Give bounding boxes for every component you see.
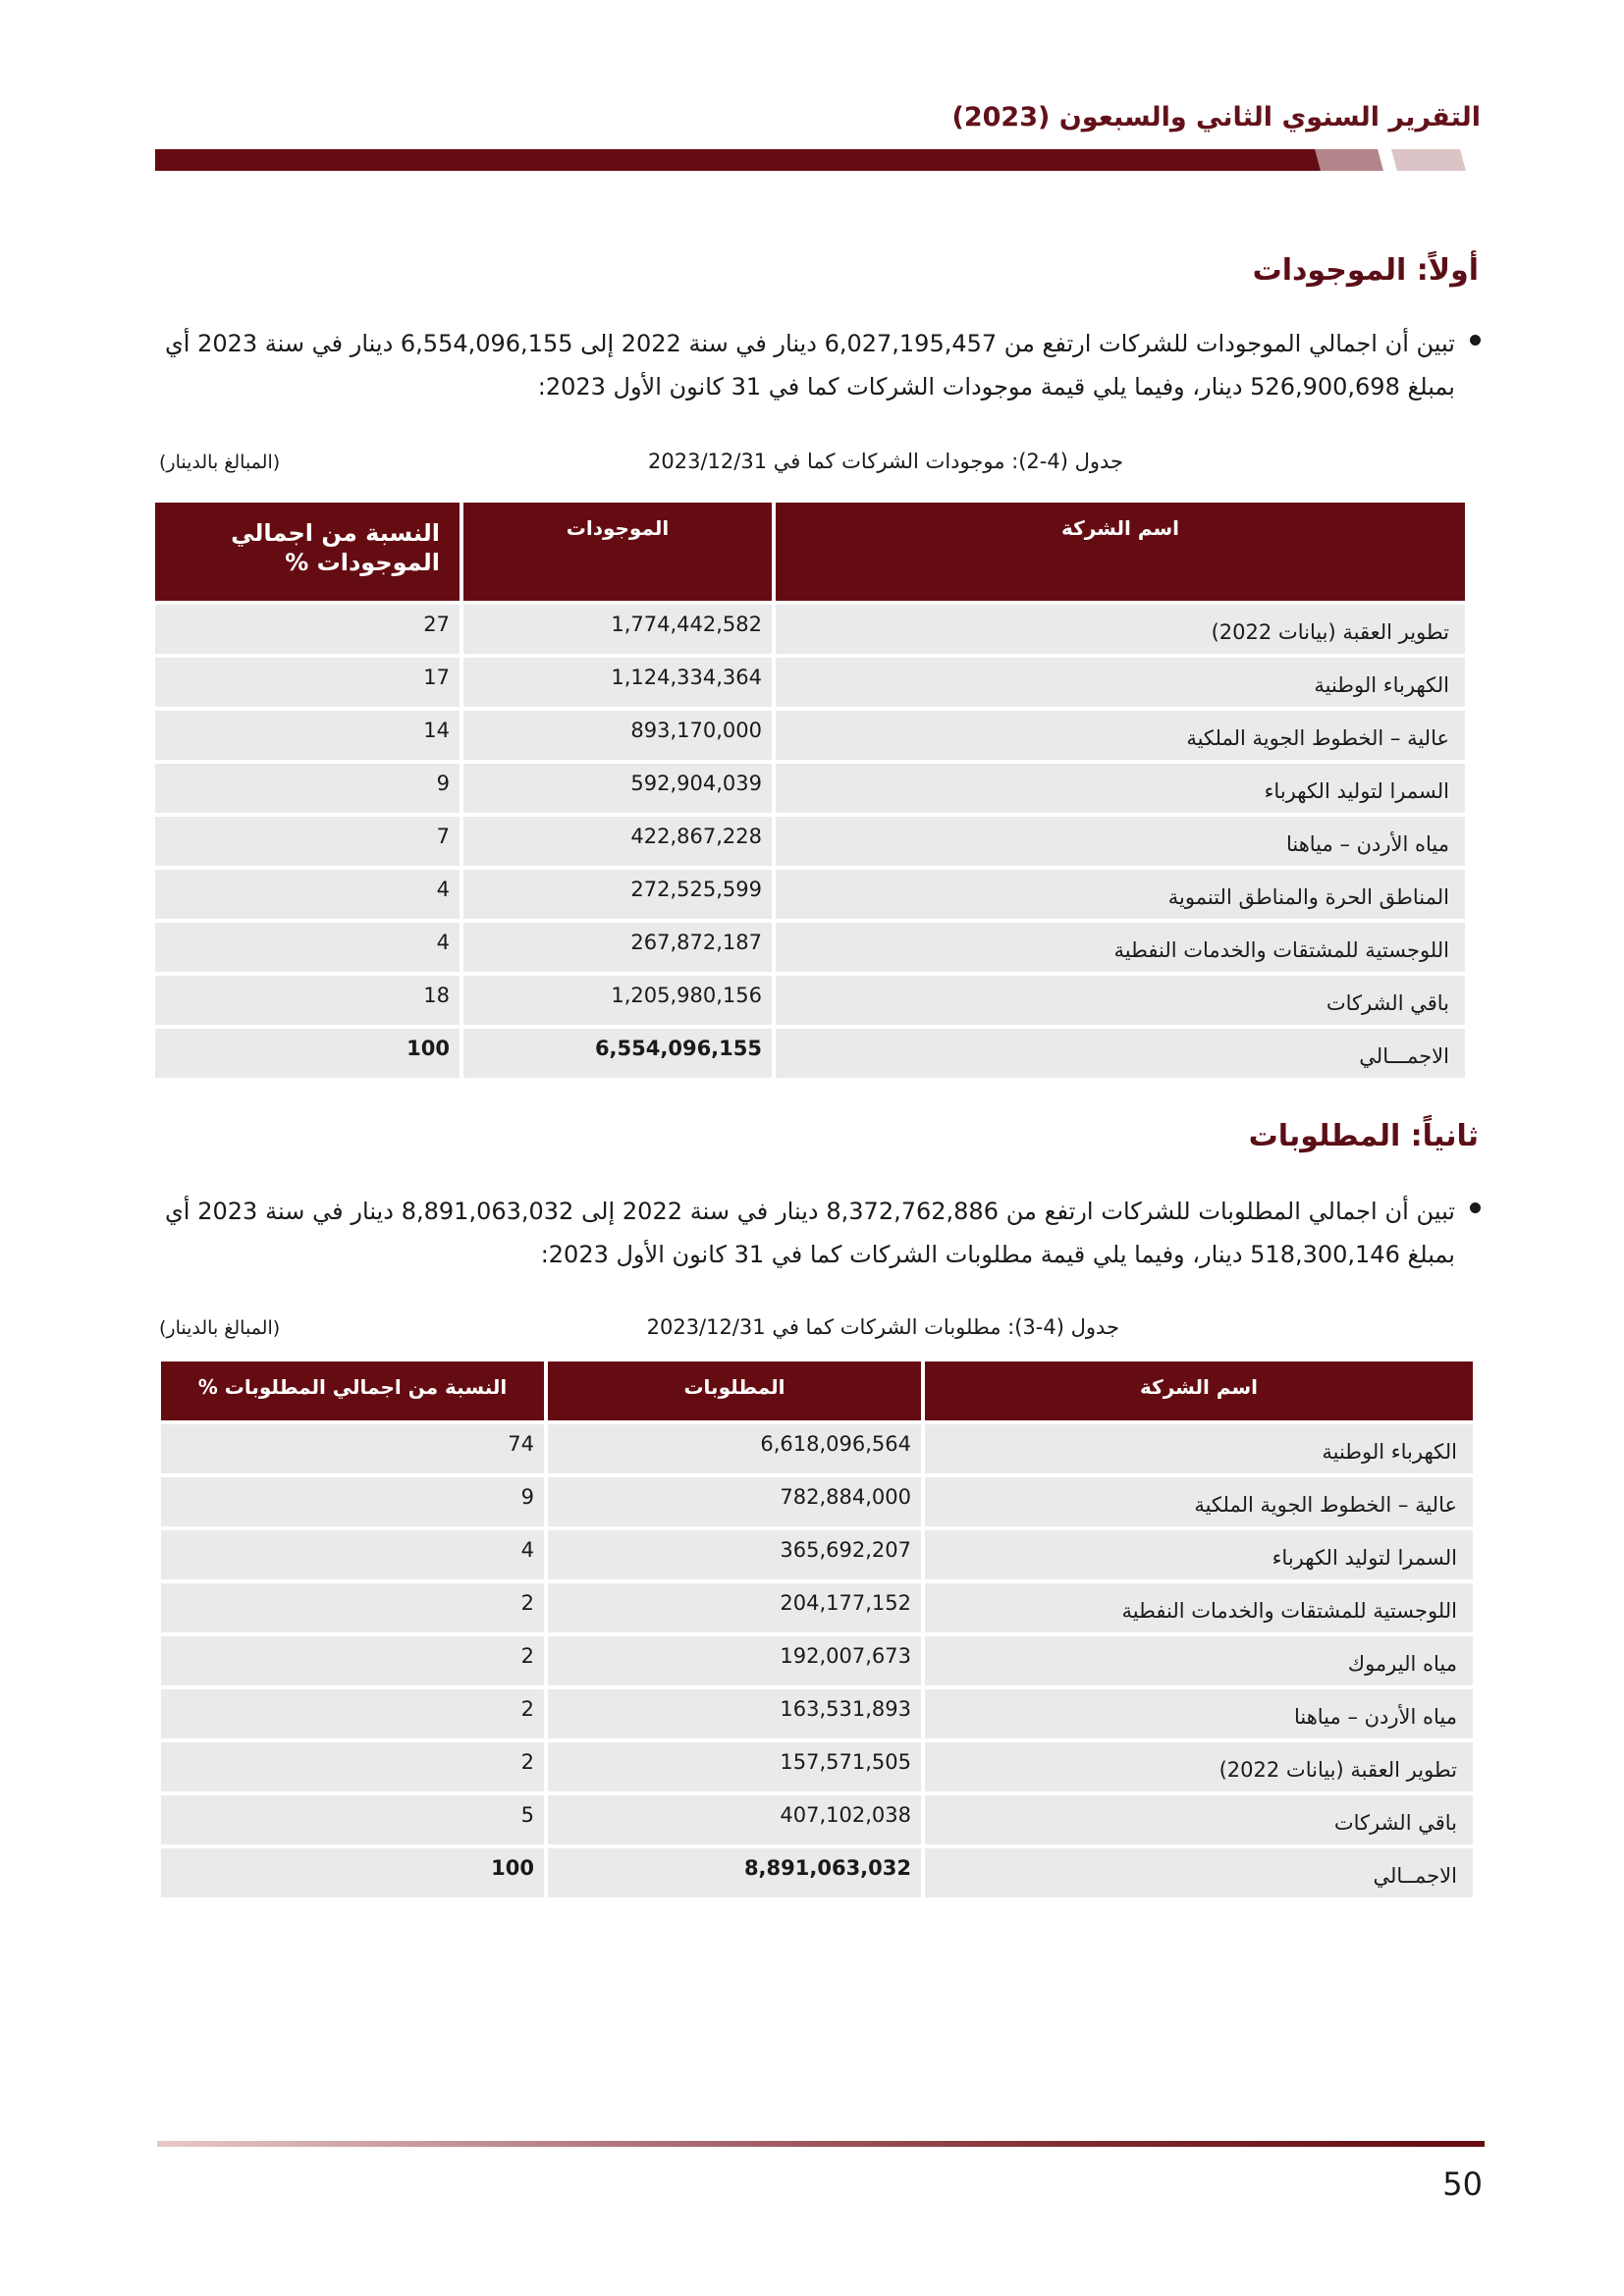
value-cell: 267,872,187 [463, 923, 772, 972]
table-row [155, 923, 1465, 972]
report-title-text: التقرير السنوي الثاني والسبعون [1058, 102, 1481, 133]
percent-cell: 17 [155, 658, 460, 707]
value-cell: 782,884,000 [548, 1477, 921, 1526]
column-header-percent: النسبة من اجمالي المطلوبات % [161, 1362, 544, 1420]
value-cell: 6,618,096,564 [548, 1424, 921, 1473]
company-cell: مياه الأردن – مياهنا [776, 817, 1465, 866]
column-header-liabilities: المطلوبات [548, 1362, 921, 1420]
assets-table [151, 499, 1469, 1082]
table-row [161, 1477, 1473, 1526]
report-year: (2023) [951, 102, 1051, 133]
percent-cell: 4 [155, 870, 460, 919]
assets-paragraph [165, 322, 1481, 408]
total-value-cell: 8,891,063,032 [548, 1848, 921, 1897]
table-row [155, 764, 1465, 813]
table-row [155, 976, 1465, 1025]
value-cell: 272,525,599 [463, 870, 772, 919]
table-header-row [161, 1362, 1473, 1420]
value-cell: 204,177,152 [548, 1583, 921, 1632]
percent-cell: 2 [161, 1742, 544, 1791]
column-header-percent: النسبة من اجمالي الموجودات % [155, 503, 460, 601]
percent-cell: 5 [161, 1795, 544, 1844]
value-cell: 365,692,207 [548, 1530, 921, 1579]
table-total-row [161, 1848, 1473, 1897]
percent-cell: 9 [161, 1477, 544, 1526]
assets-paragraph-text: تبين أن اجمالي الموجودات للشركات ارتفع من 6,027,195,457 دينار في سنة 2022 إلى 6,554,096,155 دينار في سنة 2023 أي بمبلغ 526,900,698 دينار، وفيما يلي قيمة موجودات الشركات كما في 31 كانون الأول 2023: [165, 330, 1455, 400]
company-cell: المناطق الحرة والمناطق التنموية [776, 870, 1465, 919]
percent-cell: 18 [155, 976, 460, 1025]
page-number: 50 [1442, 2165, 1483, 2203]
company-cell: عالية – الخطوط الجوية الملكية [776, 711, 1465, 760]
company-cell: الكهرباء الوطنية [776, 658, 1465, 707]
header-bar [155, 149, 1326, 171]
percent-cell: 7 [155, 817, 460, 866]
value-cell: 157,571,505 [548, 1742, 921, 1791]
company-cell: تطوير العقبة (بيانات 2022) [776, 605, 1465, 654]
total-label-cell: الاجمـــالي [776, 1029, 1465, 1078]
table-row [155, 870, 1465, 919]
section-heading-liabilities: ثانياً: المطلوبات [1248, 1119, 1479, 1153]
value-cell: 422,867,228 [463, 817, 772, 866]
value-cell: 592,904,039 [463, 764, 772, 813]
company-cell: مياه اليرموك [925, 1636, 1473, 1685]
bullet-icon [1470, 1202, 1481, 1213]
table-row [161, 1742, 1473, 1791]
percent-cell: 2 [161, 1583, 544, 1632]
company-cell: اللوجستية للمشتقات والخدمات النفطية [925, 1583, 1473, 1632]
percent-cell: 4 [155, 923, 460, 972]
table-row [155, 605, 1465, 654]
percent-cell: 9 [155, 764, 460, 813]
percent-cell: 27 [155, 605, 460, 654]
table-row [155, 817, 1465, 866]
company-cell: السمرا لتوليد الكهرباء [776, 764, 1465, 813]
table-row [161, 1530, 1473, 1579]
company-cell: تطوير العقبة (بيانات 2022) [925, 1742, 1473, 1791]
percent-cell: 4 [161, 1530, 544, 1579]
value-cell: 1,774,442,582 [463, 605, 772, 654]
report-title [952, 102, 1481, 133]
column-header-company: اسم الشركة [776, 503, 1465, 601]
value-cell: 1,124,334,364 [463, 658, 772, 707]
table-row [161, 1636, 1473, 1685]
percent-cell: 74 [161, 1424, 544, 1473]
total-percent-cell: 100 [161, 1848, 544, 1897]
table-row [155, 711, 1465, 760]
footer-divider [157, 2141, 1485, 2147]
company-cell: عالية – الخطوط الجوية الملكية [925, 1477, 1473, 1526]
company-cell: باقي الشركات [925, 1795, 1473, 1844]
percent-cell: 14 [155, 711, 460, 760]
table-row [161, 1689, 1473, 1738]
value-cell: 192,007,673 [548, 1636, 921, 1685]
percent-cell: 2 [161, 1689, 544, 1738]
table-total-row [155, 1029, 1465, 1078]
header-bar-segment-light [1391, 149, 1466, 171]
company-cell: الكهرباء الوطنية [925, 1424, 1473, 1473]
company-cell: مياه الأردن – مياهنا [925, 1689, 1473, 1738]
column-header-company: اسم الشركة [925, 1362, 1473, 1420]
percent-cell: 2 [161, 1636, 544, 1685]
assets-table-caption: جدول (4-2): موجودات الشركات كما في 2023/12/31 [648, 450, 1123, 473]
total-percent-cell: 100 [155, 1029, 460, 1078]
column-header-assets: الموجودات [463, 503, 772, 601]
liabilities-units-note: (المبالغ بالدينار) [159, 1317, 281, 1339]
value-cell: 407,102,038 [548, 1795, 921, 1844]
liabilities-table [157, 1358, 1477, 1901]
liabilities-paragraph-text: تبين أن اجمالي المطلوبات للشركات ارتفع من 8,372,762,886 دينار في سنة 2022 إلى 8,891,063,032 دينار في سنة 2023 أي بمبلغ 518,300,146 دينار، وفيما يلي قيمة مطلوبات الشركات كما في 31 كانون الأول 2023: [165, 1198, 1455, 1268]
liabilities-paragraph [165, 1190, 1481, 1276]
company-cell: السمرا لتوليد الكهرباء [925, 1530, 1473, 1579]
table-row [161, 1424, 1473, 1473]
table-header-row [155, 503, 1465, 601]
company-cell: باقي الشركات [776, 976, 1465, 1025]
liabilities-table-caption: جدول (4-3): مطلوبات الشركات كما في 2023/12/31 [646, 1315, 1119, 1339]
value-cell: 1,205,980,156 [463, 976, 772, 1025]
header-bar-segment-mid [1315, 149, 1383, 171]
assets-units-note: (المبالغ بالدينار) [159, 452, 281, 473]
value-cell: 893,170,000 [463, 711, 772, 760]
value-cell: 163,531,893 [548, 1689, 921, 1738]
section-heading-assets: أولاً: الموجودات [1252, 253, 1479, 288]
table-row [161, 1795, 1473, 1844]
table-row [161, 1583, 1473, 1632]
total-value-cell: 6,554,096,155 [463, 1029, 772, 1078]
total-label-cell: الاجمــالي [925, 1848, 1473, 1897]
company-cell: اللوجستية للمشتقات والخدمات النفطية [776, 923, 1465, 972]
table-row [155, 658, 1465, 707]
bullet-icon [1470, 335, 1481, 346]
